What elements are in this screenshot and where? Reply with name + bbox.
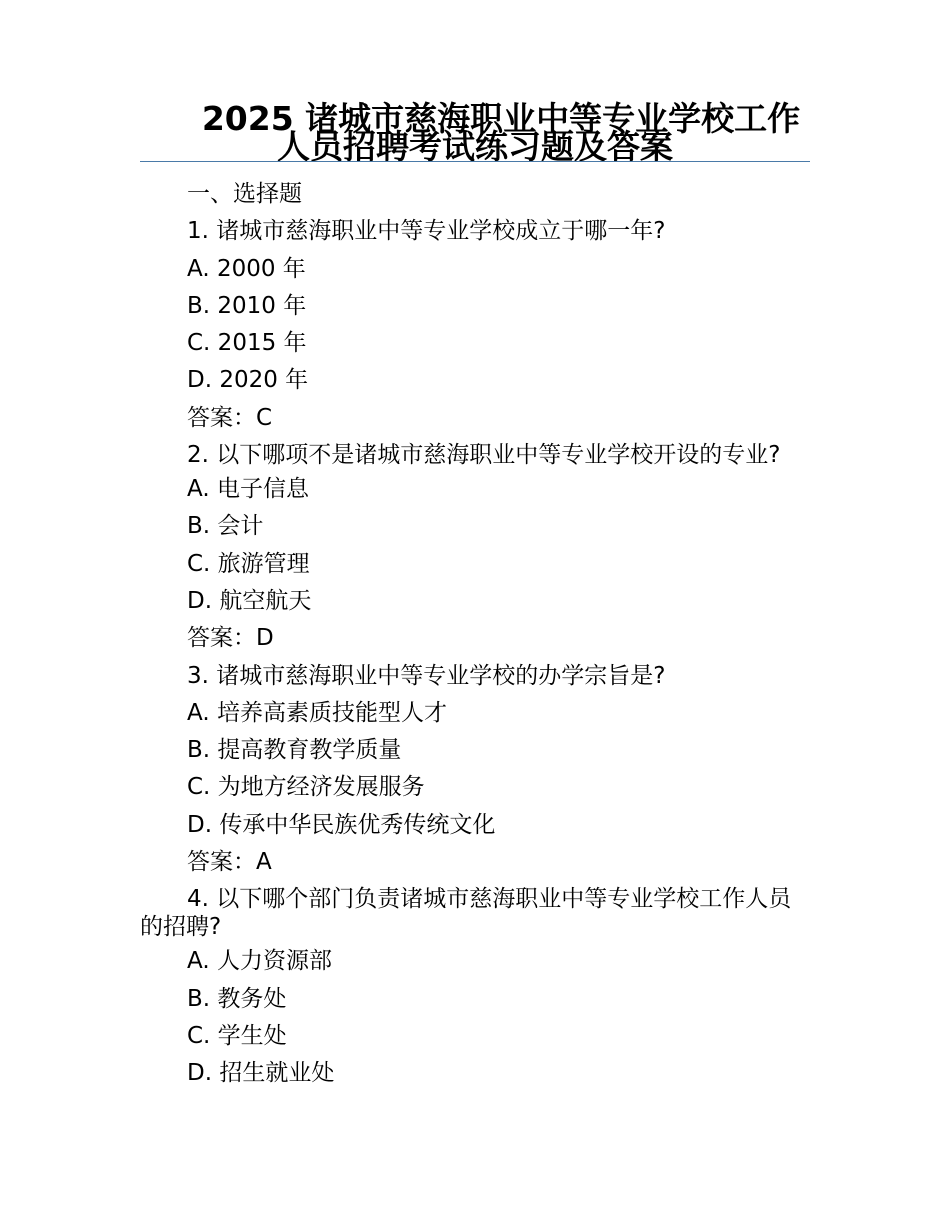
question-1: 1. 诸城市慈海职业中等专业学校成立于哪一年? (187, 218, 666, 245)
title-line-2: 人员招聘考试练习题及答案 (277, 127, 673, 166)
question-2-option-c: C. 旅游管理 (187, 550, 310, 577)
question-4-option-c: C. 学生处 (187, 1022, 287, 1049)
section-heading: 一、选择题 (187, 181, 302, 207)
question-2-option-b: B. 会计 (187, 513, 264, 540)
document-title (140, 99, 810, 166)
question-3-option-b: B. 提高教育教学质量 (187, 737, 402, 764)
question-4-option-d: D. 招生就业处 (187, 1060, 335, 1087)
question-2-option-d: D. 航空航天 (187, 587, 312, 614)
title-underline (140, 161, 810, 162)
question-2: 2. 以下哪项不是诸城市慈海职业中等专业学校开设的专业? (187, 442, 781, 469)
question-1-option-a: A. 2000 年 (187, 255, 306, 282)
question-1-option-b: B. 2010 年 (187, 292, 307, 319)
question-3-answer: 答案：A (187, 849, 272, 876)
question-3-option-a: A. 培养高素质技能型人才 (187, 699, 447, 726)
question-3: 3. 诸城市慈海职业中等专业学校的办学宗旨是? (187, 662, 666, 689)
question-2-answer: 答案：D (187, 625, 274, 652)
question-3-option-d: D. 传承中华民族优秀传统文化 (187, 811, 496, 838)
question-1-option-c: C. 2015 年 (187, 330, 307, 357)
document-body (140, 176, 810, 1093)
question-4-option-a: A. 人力资源部 (187, 948, 332, 975)
question-1-option-d: D. 2020 年 (187, 367, 309, 394)
title-line-1: 2025 诸城市慈海职业中等专业学校工作 (201, 99, 801, 138)
question-4-option-b: B. 教务处 (187, 985, 287, 1012)
question-2-option-a: A. 电子信息 (187, 476, 309, 503)
question-1-answer: 答案：C (187, 404, 273, 431)
question-3-option-c: C. 为地方经济发展服务 (187, 774, 425, 801)
question-4: 4. 以下哪个部门负责诸城市慈海职业中等专业学校工作人员的招聘? (140, 886, 792, 941)
